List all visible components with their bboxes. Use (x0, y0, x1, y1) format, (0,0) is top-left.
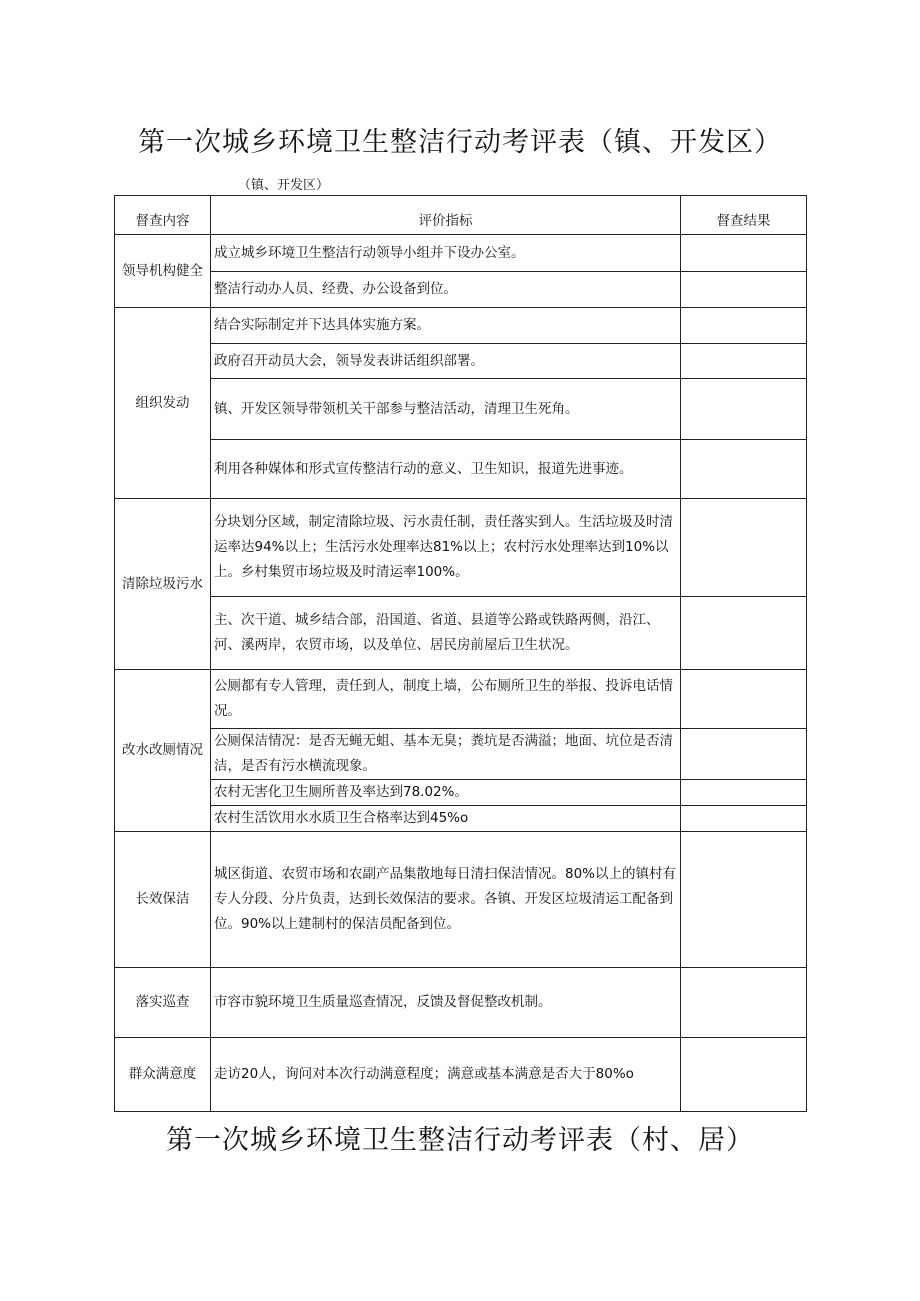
category-cell: 清除垃圾污水 (115, 499, 211, 670)
indicator-cell: 利用各种媒体和形式宣传整洁行动的意义、卫生知识，报道先进事迹。 (211, 440, 681, 499)
table-row (115, 440, 807, 499)
category-cell: 改水改厕情况 (115, 670, 211, 832)
header-indicator: 评价指标 (211, 196, 681, 235)
header-result: 督查结果 (681, 196, 807, 235)
evaluation-table (114, 195, 807, 1112)
table-row (115, 499, 807, 597)
header-content: 督查内容 (115, 196, 211, 235)
table-row (115, 1038, 807, 1112)
category-cell: 领导机构健全 (115, 235, 211, 308)
page-title: 第一次城乡环境卫生整洁行动考评表（镇、开发区） (138, 127, 782, 158)
result-cell[interactable] (681, 670, 807, 729)
result-cell[interactable] (681, 729, 807, 780)
table-row (115, 780, 807, 806)
table-row (115, 235, 807, 272)
result-cell[interactable] (681, 780, 807, 806)
indicator-cell: 镇、开发区领导带领机关干部参与整洁活动，清理卫生死角。 (211, 379, 681, 440)
table-row (115, 308, 807, 344)
indicator-cell: 公厕保洁情况：是否无蝇无蛆、基本无臭；粪坑是否满溢；地面、坑位是否清洁，是否有污水横流现象。 (211, 729, 681, 780)
category-cell: 落实巡查 (115, 968, 211, 1038)
subtitle: （镇、开发区） (238, 178, 330, 193)
result-cell[interactable] (681, 308, 807, 344)
indicator-cell: 政府召开动员大会，领导发表讲话组织部署。 (211, 344, 681, 379)
result-cell[interactable] (681, 597, 807, 670)
table-row (115, 729, 807, 780)
category-cell: 群众满意度 (115, 1038, 211, 1112)
table-row (115, 597, 807, 670)
indicator-cell: 走访20人，询问对本次行动满意程度；满意或基本满意是否大于80%o (211, 1038, 681, 1112)
table-row (115, 832, 807, 968)
result-cell[interactable] (681, 832, 807, 968)
table-row (115, 344, 807, 379)
indicator-cell: 市容市貌环境卫生质量巡查情况，反馈及督促整改机制。 (211, 968, 681, 1038)
result-cell[interactable] (681, 272, 807, 308)
table-header-row (115, 196, 807, 235)
result-cell[interactable] (681, 440, 807, 499)
indicator-cell: 城区街道、农贸市场和农副产品集散地每日清扫保洁情况。80%以上的镇村有专人分段、分片负责，达到长效保洁的要求。各镇、开发区垃圾清运工配备到位。90%以上建制村的保洁员配备到位。 (211, 832, 681, 968)
table-row (115, 806, 807, 832)
indicator-cell: 农村生活饮用水水质卫生合格率达到45%o (211, 806, 681, 832)
result-cell[interactable] (681, 968, 807, 1038)
result-cell[interactable] (681, 499, 807, 597)
indicator-cell: 分块划分区域，制定清除垃圾、污水责任制，责任落实到人。生活垃圾及时清运率达94%以上；生活污水处理率达81%以上；农村污水处理率达到10%以上。乡村集贸市场垃圾及时清运率100%。 (211, 499, 681, 597)
result-cell[interactable] (681, 806, 807, 832)
result-cell[interactable] (681, 344, 807, 379)
indicator-cell: 结合实际制定并下达具体实施方案。 (211, 308, 681, 344)
indicator-cell: 成立城乡环境卫生整洁行动领导小组并下设办公室。 (211, 235, 681, 272)
category-cell: 长效保洁 (115, 832, 211, 968)
table-row (115, 272, 807, 308)
table-row (115, 968, 807, 1038)
indicator-cell: 公厕都有专人管理，责任到人，制度上墙，公布厕所卫生的举报、投诉电话情况。 (211, 670, 681, 729)
result-cell[interactable] (681, 235, 807, 272)
indicator-cell: 农村无害化卫生厕所普及率达到78.02%。 (211, 780, 681, 806)
indicator-cell: 整洁行动办人员、经费、办公设备到位。 (211, 272, 681, 308)
result-cell[interactable] (681, 1038, 807, 1112)
category-cell: 组织发动 (115, 308, 211, 499)
indicator-cell: 主、次干道、城乡结合部，沿国道、省道、县道等公路或铁路两侧，沿江、河、溪两岸，农贸市场，以及单位、居民房前屋后卫生状况。 (211, 597, 681, 670)
second-title: 第一次城乡环境卫生整洁行动考评表（村、居） (166, 1125, 754, 1156)
table-row (115, 379, 807, 440)
table-row (115, 670, 807, 729)
result-cell[interactable] (681, 379, 807, 440)
